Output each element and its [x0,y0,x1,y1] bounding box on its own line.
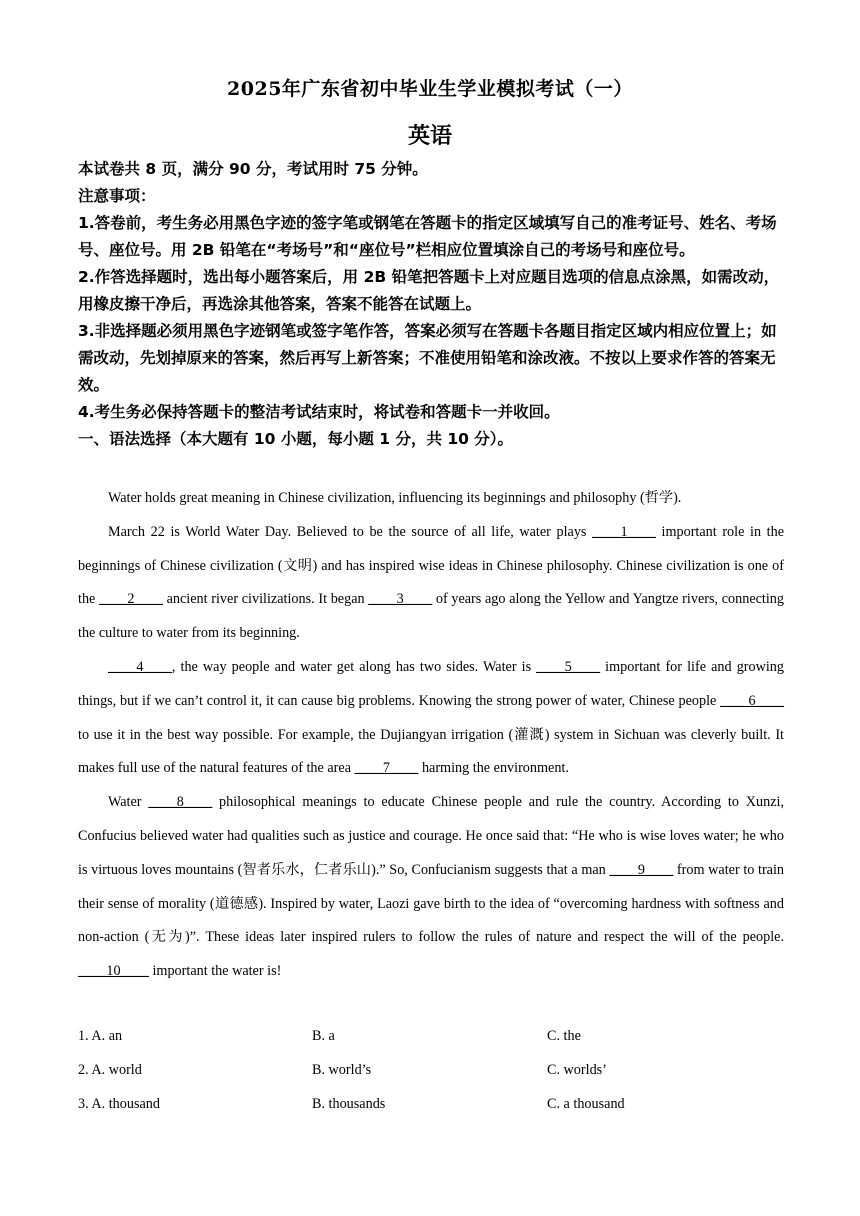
blank-9: ____9____ [609,861,674,878]
passage-text: Water holds great meaning in Chinese civilization, influencing its beginnings and philosophy (哲学). [108,490,682,506]
exam-title: 2025年广东省初中毕业生学业模拟考试（一） [227,78,633,100]
passage-paragraph-4 [78,786,784,989]
passage-text: March 22 is World Water Day. Believed to be the source of all life, water plays [108,523,593,540]
option-c: C. a thousand [547,1095,625,1112]
exam-intro: 本试卷共 8 页，满分 90 分，考试用时 75 分钟。 [78,160,428,178]
answer-options [78,1020,784,1121]
option-b: B. thousands [312,1095,386,1112]
option-b: B. world’s [312,1061,372,1078]
note-item: 1.答卷前，考生务必用黑色字迹的签字笔或钢笔在答题卡的指定区域填写自己的准考证号、姓名、考场号、座位号。用 2B 铅笔在“考场号”和“座位号”栏相应位置填涂自己的考场号和座位号。 [78,214,777,259]
notes-heading: 注意事项： [78,187,156,205]
note-item: 4.考生务必保持答题卡的整洁考试结束时，将试卷和答题卡一并收回。 [78,403,560,421]
section-heading: 一、语法选择（本大题有 10 小题，每小题 1 分，共 10 分）。 [78,430,514,448]
exam-notes [78,156,788,453]
blank-10: ____10____ [78,963,149,980]
passage-paragraph-2 [78,516,784,651]
passage-text: Water [108,794,149,811]
option-b: B. a [312,1028,335,1044]
note-item: 3.非选择题必须用黑色字迹钢笔或签字笔作答，答案必须写在答题卡各题目指定区域内相应位置上；如需改动，先划掉原来的答案，然后再写上新答案；不准使用铅笔和涂改液。不按以上要求作答的答案无效。 [78,322,777,394]
option-c: C. the [547,1028,581,1044]
blank-2: ____2____ [99,591,163,608]
option-row-3 [78,1088,784,1122]
subject-title: 英语 [407,123,452,149]
option-a: 3. A. thousand [78,1095,160,1112]
option-a: 2. A. world [78,1061,142,1078]
passage-text: philosophical meanings to educate Chinese people and rule the country. According to Xunzi, Confucius believed water had qualities such as justice and courage. He once said that: “He who is wise loves water; he who is virtuous loves mountains (智者乐水，仁者乐山).” So, Confucianism suggests that a man [78,794,784,878]
blank-8: ____8____ [148,794,213,811]
passage-text: from water to train their sense of morality (道德感). Inspired by water, Laozi gave birth to the idea of “overcoming hardness with softness and non-action (无为)”. These ideas later inspired rulers to follow the rules of nature and respect the will of the people. [78,861,785,946]
blank-5: ____5____ [536,658,601,675]
passage-paragraph-1 [78,482,784,516]
option-a: 1. A. an [78,1028,123,1044]
blank-7: ____7____ [354,760,419,777]
passage-text: harming the environment. [418,760,569,777]
passage-text: , the way people and water get along has two sides. Water is [171,658,537,675]
passage-text: of years ago along the Yellow and Yangtze rivers, connecting the culture to water from its beginning. [78,591,784,642]
option-row-1 [78,1020,784,1054]
passage-text: important role in the beginnings of Chinese civilization (文明) and has inspired wise ideas in Chinese philosophy. Chinese civilization is one of the [78,523,784,608]
passage-text: to use it in the best way possible. For example, the Dujiangyan irrigation (灌溉) system in Sichuan was cleverly built. It makes full use of the natural features of the area [78,726,784,777]
option-row-2 [78,1054,784,1088]
passage-text: important the water is! [148,963,282,980]
blank-3: ____3____ [368,591,433,608]
passage-text: important for life and growing things, but if we can’t control it, it can cause big problems. Knowing the strong power of water, Chinese people [78,658,784,709]
blank-4: ____4____ [108,658,172,675]
passage-text: ancient river civilizations. It began [162,591,369,608]
passage-paragraph-3 [78,651,784,786]
blank-6: ____6____ [720,692,784,709]
blank-1: ____1____ [592,523,656,540]
option-c: C. worlds’ [547,1061,607,1078]
reading-passage [78,482,784,989]
note-item: 2.作答选择题时，选出每小题答案后，用 2B 铅笔把答题卡上对应题目选项的信息点涂黑，如需改动，用橡皮擦干净后，再选涂其他答案，答案不能答在试题上。 [78,268,780,313]
